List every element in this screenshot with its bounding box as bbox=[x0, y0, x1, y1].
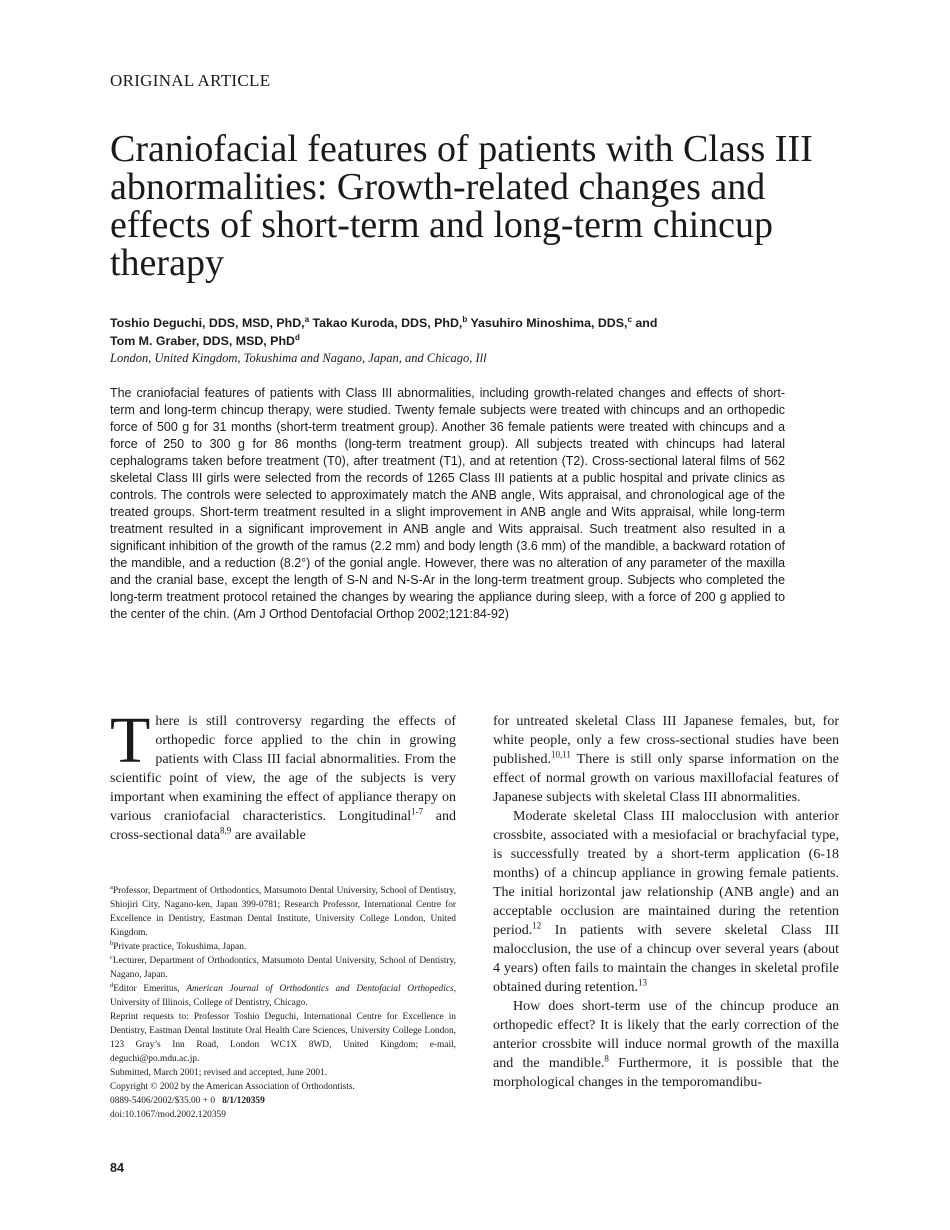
footnote-mark: d bbox=[110, 981, 114, 989]
author-list bbox=[110, 314, 840, 350]
body-paragraph bbox=[493, 712, 839, 807]
footnote-text: Editor Emeritus, bbox=[113, 984, 187, 994]
journal-name: American Journal of Orthodontics and Dentofacial Orthopedics bbox=[186, 984, 454, 994]
footnote bbox=[110, 940, 456, 954]
body-text: In patients with severe skeletal Class III malocclusion, the use of a chincup over several years (about 4 years) often fails to maintain the changes in skeletal profile obtained during retention. bbox=[493, 923, 839, 995]
citation: 8,9 bbox=[220, 825, 232, 836]
copyright-line: Copyright © 2002 by the American Association of Orthodontists. bbox=[110, 1082, 355, 1092]
body-text: for untreated skeletal Class III Japanese females, but, for white people, only a few cross-sectional studies have been published. bbox=[493, 714, 839, 767]
body-text: here is still controversy regarding the effects of orthopedic force applied to the chin in growing patients with Class III facial abnormalities. From the scientific point of view, the age of the subjects is very important when examining the effect of appliance therapy on various craniofacial characteristics. Longitudinal bbox=[110, 714, 456, 824]
submission-dates: Submitted, March 2001; revised and accepted, June 2001. bbox=[110, 1068, 328, 1078]
citation: 13 bbox=[638, 977, 648, 988]
citation: 8 bbox=[604, 1053, 609, 1064]
body-paragraph bbox=[110, 704, 456, 845]
author-name: Tom M. Graber, DDS, MSD, PhD bbox=[110, 334, 295, 348]
body-column-right bbox=[493, 712, 839, 1092]
author-mark: b bbox=[462, 314, 468, 324]
citation: 1-7 bbox=[411, 806, 424, 817]
body-column-left bbox=[110, 704, 456, 845]
footnote-mark: b bbox=[110, 939, 114, 947]
footnotes bbox=[110, 884, 456, 1122]
body-paragraph bbox=[493, 997, 839, 1092]
footnote-mark: c bbox=[110, 953, 113, 961]
article-code: 8/1/120359 bbox=[222, 1096, 265, 1106]
issn: 0889-5406/2002/$35.00 + 0 bbox=[110, 1096, 216, 1106]
author-name: Yasuhiro Minoshima, DDS, bbox=[470, 316, 628, 330]
citation: 12 bbox=[532, 920, 542, 931]
body-text: Moderate skeletal Class III malocclusion with anterior crossbite, associated with a mesiofacial or brachyfacial type, is successfully treated by a short-term application (6-18 months) of a chincup appliance in growing female patients. The initial horizontal jaw relationship (ANB angle) and an acceptable occlusion are maintained during the retention period. bbox=[493, 809, 839, 938]
article-title: Craniofacial features of patients with Class III abnormalities: Growth-related changes and effects of short-term and long-term chincup therapy bbox=[110, 128, 813, 284]
body-paragraph bbox=[493, 807, 839, 997]
page-number: 84 bbox=[110, 1161, 124, 1175]
footnote bbox=[110, 982, 456, 1010]
abstract: The craniofacial features of patients with Class III abnormalities, including growth-related changes and effects of short-term and long-term chincup therapy, were studied. Twenty female subjects were treated with chincups and an orthopedic force of 500 g for 31 months (short-term treatment group). Another 36 female patients were treated with chincups and a force of 250 to 300 g for 86 months (long-term treatment group). All subjects treated with chincups had lateral cephalograms taken before treatment (T0), after treatment (T1), and at retention (T2). Cross-sectional lateral films of 562 skeletal Class III girls were selected from the records of 1265 Class III patients at a public hospital and private clinics as controls. The controls were selected to approximately match the ANB angle, Wits appraisal, and chronological age of the treated groups. Short-term treatment resulted in a slight improvement in ANB angle and Wits appraisal, while long-term treatment resulted in a significant improvement in ANB angle and Wits appraisal. Such treatment also resulted in a significant inhibition of the growth of the ramus (2.2 mm) and body length (3.6 mm) of the mandible, a backward rotation of the mandible, and a reduction (8.2°) of the gonial angle. However, there was no alteration of any parameter of the maxilla and the cranial base, except the length of S-N and N-S-Ar in the long-term treatment group. Subjects who completed the long-term treatment protocol retained the changes by wearing the appliance during sleep, with a force of 200 g applied to the center of the chin. (Am J Orthod Dentofacial Orthop 2002;121:84-92) bbox=[110, 386, 785, 621]
footnote-text: Professor, Department of Orthodontics, Matsumoto Dental University, School of Dentistry, Shiojiri City, Nagano-ken, Japan 399-0781; Research Professor, International Centre for Excellence in Dentistry, Eastman Dental Institute, University College London, United Kingdom. bbox=[110, 886, 456, 938]
author-mark: a bbox=[304, 314, 310, 324]
footnote-text: Lecturer, Department of Orthodontics, Matsumoto Dental University, School of Dentistry, Nagano, Japan. bbox=[110, 956, 456, 980]
footnote-text: , University of Illinois, College of Dentistry, Chicago. bbox=[110, 984, 457, 1008]
citation: 10,11 bbox=[550, 749, 571, 760]
author-mark: c bbox=[627, 314, 632, 324]
author-mark: d bbox=[294, 332, 300, 342]
body-text: How does short-term use of the chincup produce an orthopedic effect? It is likely that the early correction of the anterior crossbite will induce normal growth of the maxilla and the mandible. bbox=[493, 999, 839, 1071]
drop-cap: T bbox=[110, 704, 151, 777]
article-type-label: ORIGINAL ARTICLE bbox=[110, 71, 271, 90]
body-text: are available bbox=[231, 828, 306, 843]
author-affiliation: London, United Kingdom, Tokushima and Nagano, Japan, and Chicago, Ill bbox=[110, 351, 487, 365]
body-text: and cross-sectional data bbox=[110, 809, 456, 843]
footnote-mark: a bbox=[110, 883, 113, 891]
footnote bbox=[110, 954, 456, 982]
body-text: There is still only sparse information on the effect of normal growth on various maxillofacial features of Japanese subjects with skeletal Class III abnormalities. bbox=[493, 752, 839, 805]
author-joiner: and bbox=[635, 316, 658, 330]
reprint-note: Reprint requests to: Professor Toshio Deguchi, International Centre for Excellence in Dentistry, Eastman Dental Institute Oral Health Care Sciences, University College London, 123 Gray’s Inn Road, London WC1X 8WD, United Kingdom; e-mail, deguchi@po.mdu.ac.jp. bbox=[110, 1012, 456, 1064]
author-name: Toshio Deguchi, DDS, MSD, PhD, bbox=[110, 316, 305, 330]
author-name: Takao Kuroda, DDS, PhD, bbox=[312, 316, 463, 330]
footnote-text: Private practice, Tokushima, Japan. bbox=[113, 942, 247, 952]
doi: doi:10.1067/mod.2002.120359 bbox=[110, 1110, 226, 1120]
footnote bbox=[110, 884, 456, 940]
body-text: Furthermore, it is possible that the morphological changes in the temporomandibu- bbox=[493, 1056, 839, 1090]
issn-line bbox=[110, 1094, 456, 1108]
